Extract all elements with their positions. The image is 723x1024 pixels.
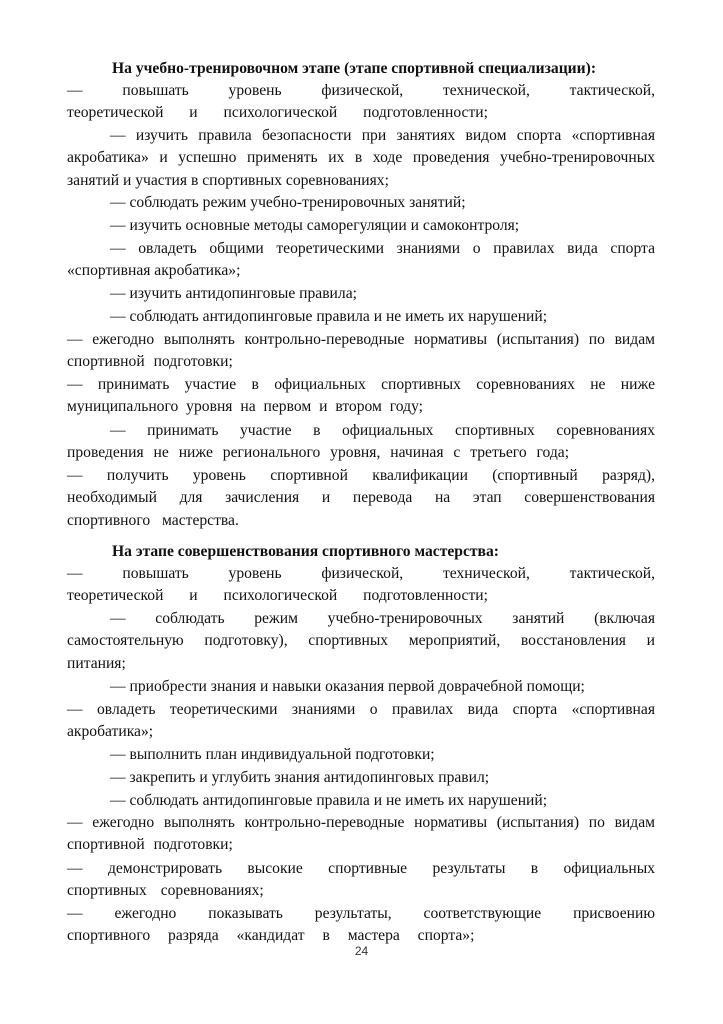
list-item: — соблюдать антидопинговые правила и не иметь их нарушений; [110, 792, 548, 809]
list-item [67, 812, 655, 857]
list-item-text: — овладеть теоретическими знаниями о правилах вида спорта «спортивная акробатика»; [67, 701, 655, 741]
list-item [67, 699, 655, 744]
list-item: — закрепить и углубить знания антидопинговых правил; [110, 769, 490, 786]
list-item: — соблюдать режим учебно-тренировочных занятий; [110, 194, 466, 211]
list-item: — изучить основные методы саморегуляции и самоконтроля; [110, 217, 520, 234]
list-item [67, 608, 655, 675]
list-item-text: — ежегодно выполнять контрольно-переводные нормативы (испытания) по видам спортивной подготовки; [67, 331, 655, 371]
list-item [67, 858, 655, 903]
list-item [67, 80, 655, 125]
list-item-text: — повышать уровень физической, технической, тактической, теоретической и психологической подготовленности; [67, 565, 655, 605]
list-item: — соблюдать антидопинговые правила и не иметь их нарушений; [110, 308, 548, 325]
list-item-text: — принимать участие в официальных спортивных соревнованиях не ниже муниципального уровня на первом и втором году; [67, 376, 655, 416]
list-item-text: — ежегодно выполнять контрольно-переводные нормативы (испытания) по видам спортивной подготовки; [67, 814, 655, 854]
list-item: — изучить правила безопасности при занятиях видом спорта «спортивная акробатика» и успешно применять их в ходе проведения учебно-тренировочных занятий и участия в спортивных соревнованиях; [67, 127, 655, 189]
list-item [67, 420, 655, 465]
section-heading-1: На учебно-тренировочном этапе (этапе спортивной специализации): [112, 60, 597, 77]
list-item-text: — демонстрировать высокие спортивные результаты в официальных спортивных соревнованиях; [67, 860, 655, 900]
list-item: — овладеть общими теоретическими знаниями о правилах вида спорта «спортивная акробатика»; [67, 240, 655, 280]
list-item-text: — принимать участие в официальных спортивных соревнованиях проведения не ниже регионального уровня, начиная с третьего года; [67, 422, 655, 462]
list-item [67, 563, 655, 608]
list-item: — изучить антидопинговые правила; [110, 285, 357, 302]
list-item-text: — повышать уровень физической, технической, тактической, теоретической и психологической подготовленности; [67, 82, 655, 122]
list-item-text: — ежегодно показывать результаты, соответствующие присвоению спортивного разряда «кандидат в мастера спорта»; [67, 905, 655, 945]
list-item-text: — соблюдать режим учебно-тренировочных занятий (включая самостоятельную подготовку), спортивных мероприятий, восстановления и питания; [67, 610, 655, 672]
list-item-text: — получить уровень спортивной квалификации (спортивный разряд), необходимый для зачисления и перевода на этап совершенствования спортивного мастерства. [67, 467, 655, 529]
list-item [67, 329, 655, 374]
page-number: 24 [354, 944, 369, 958]
section-heading-2: На этапе совершенствования спортивного мастерства: [112, 543, 499, 560]
list-item: — приобрести знания и навыки оказания первой доврачебной помощи; [110, 678, 585, 695]
list-item [67, 374, 655, 419]
list-item [67, 465, 655, 532]
list-item: — выполнить план индивидуальной подготовки; [110, 746, 435, 763]
